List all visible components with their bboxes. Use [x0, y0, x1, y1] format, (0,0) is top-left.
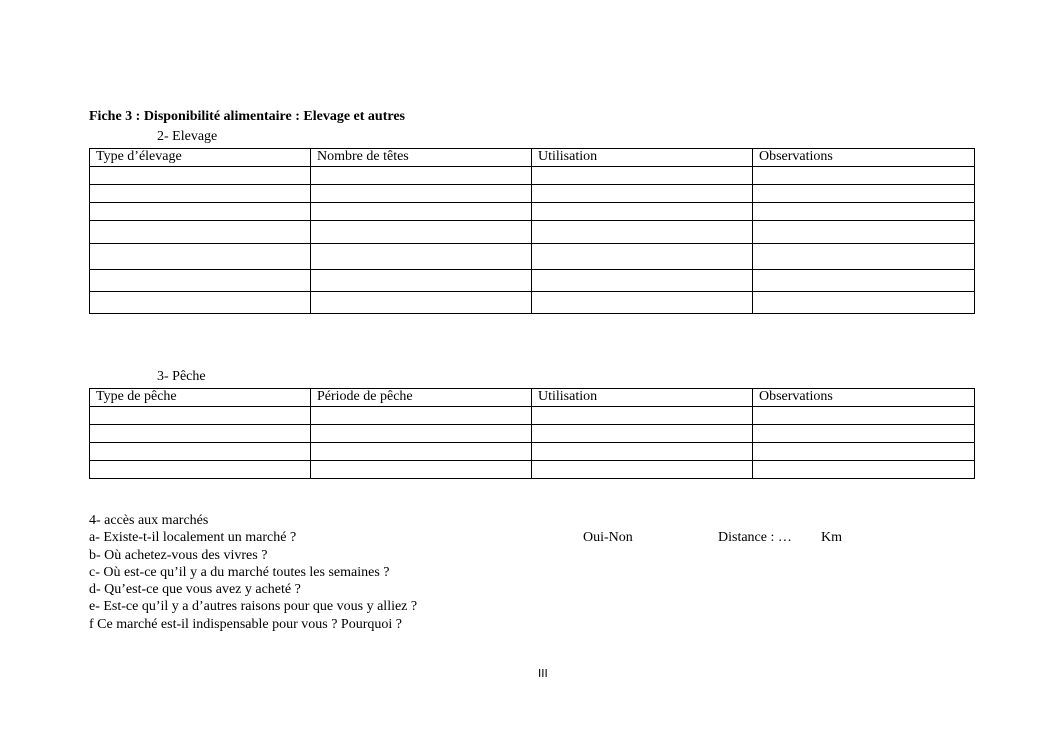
page-title: Fiche 3 : Disponibilité alimentaire : Elevage et autres — [89, 109, 405, 124]
column-header: Type de pêche — [90, 389, 311, 407]
question-f: f Ce marché est-il indispensable pour vous ? Pourquoi ? — [89, 617, 402, 632]
table-cell[interactable] — [532, 167, 753, 185]
table-row — [90, 407, 975, 425]
distance-field: Distance : … — [718, 530, 792, 545]
table-cell[interactable] — [311, 203, 532, 221]
section-heading-marches: 4- accès aux marchés — [89, 513, 209, 528]
question-d: d- Qu’est-ce que vous avez y acheté ? — [89, 582, 301, 597]
table-cell[interactable] — [753, 244, 975, 270]
question-b: b- Où achetez-vous des vivres ? — [89, 548, 268, 563]
oui-non-option: Oui-Non — [583, 530, 633, 545]
table-cell[interactable] — [753, 221, 975, 244]
table-cell[interactable] — [311, 461, 532, 479]
table-row — [90, 425, 975, 443]
table-cell[interactable] — [532, 185, 753, 203]
table-cell[interactable] — [532, 461, 753, 479]
table-cell[interactable] — [311, 185, 532, 203]
table-row — [90, 270, 975, 292]
table-header-row — [90, 149, 975, 167]
peche-table — [89, 388, 975, 479]
table-cell[interactable] — [532, 203, 753, 221]
column-header: Utilisation — [532, 149, 753, 167]
table-cell[interactable] — [90, 425, 311, 443]
column-header: Nombre de têtes — [311, 149, 532, 167]
table-cell[interactable] — [90, 461, 311, 479]
question-c: c- Où est-ce qu’il y a du marché toutes les semaines ? — [89, 565, 390, 580]
elevage-table — [89, 148, 975, 314]
table-cell[interactable] — [532, 270, 753, 292]
table-cell[interactable] — [311, 407, 532, 425]
table-row — [90, 221, 975, 244]
table-cell[interactable] — [532, 221, 753, 244]
table-cell[interactable] — [90, 221, 311, 244]
table-cell[interactable] — [311, 425, 532, 443]
table-cell[interactable] — [532, 292, 753, 314]
table-cell[interactable] — [90, 292, 311, 314]
section-heading-peche: 3- Pêche — [157, 369, 206, 384]
table-cell[interactable] — [90, 167, 311, 185]
table-cell[interactable] — [753, 443, 975, 461]
section-heading-elevage: 2- Elevage — [157, 129, 218, 144]
table-row — [90, 167, 975, 185]
column-header: Période de pêche — [311, 389, 532, 407]
table-cell[interactable] — [90, 407, 311, 425]
table-row — [90, 443, 975, 461]
table-cell[interactable] — [753, 185, 975, 203]
table-cell[interactable] — [753, 461, 975, 479]
table-row — [90, 461, 975, 479]
column-header: Observations — [753, 149, 975, 167]
table-cell[interactable] — [753, 425, 975, 443]
table-cell[interactable] — [753, 292, 975, 314]
table-cell[interactable] — [311, 292, 532, 314]
table-cell[interactable] — [753, 203, 975, 221]
table-cell[interactable] — [311, 244, 532, 270]
table-row — [90, 185, 975, 203]
question-e: e- Est-ce qu’il y a d’autres raisons pour que vous y alliez ? — [89, 599, 418, 614]
table-header-row — [90, 389, 975, 407]
table-row — [90, 244, 975, 270]
table-cell[interactable] — [753, 270, 975, 292]
table-cell[interactable] — [90, 244, 311, 270]
table-cell[interactable] — [311, 167, 532, 185]
question-a: a- Existe-t-il localement un marché ? — [89, 530, 297, 545]
table-cell[interactable] — [90, 443, 311, 461]
table-cell[interactable] — [311, 443, 532, 461]
table-cell[interactable] — [311, 221, 532, 244]
table-cell[interactable] — [753, 167, 975, 185]
distance-unit: Km — [821, 530, 842, 545]
column-header: Utilisation — [532, 389, 753, 407]
table-cell[interactable] — [532, 407, 753, 425]
table-row — [90, 292, 975, 314]
column-header: Observations — [753, 389, 975, 407]
column-header: Type d’élevage — [90, 149, 311, 167]
table-cell[interactable] — [753, 407, 975, 425]
page-number: III — [538, 667, 548, 680]
table-cell[interactable] — [90, 203, 311, 221]
table-cell[interactable] — [90, 270, 311, 292]
table-cell[interactable] — [532, 443, 753, 461]
table-cell[interactable] — [311, 270, 532, 292]
table-cell[interactable] — [532, 425, 753, 443]
table-cell[interactable] — [532, 244, 753, 270]
table-row — [90, 203, 975, 221]
table-cell[interactable] — [90, 185, 311, 203]
